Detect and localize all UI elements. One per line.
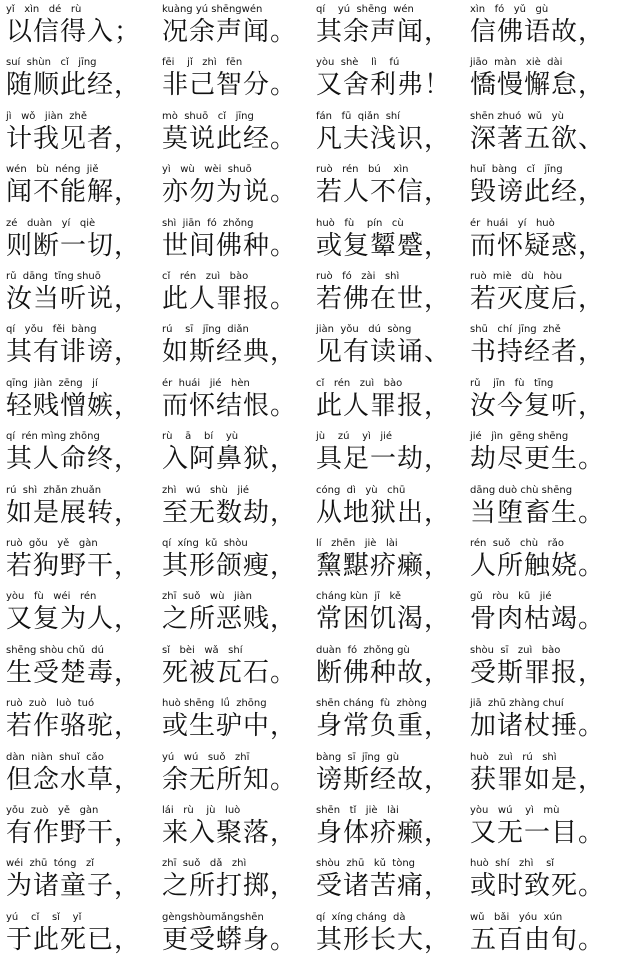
phrase (470, 643, 630, 693)
phrase (316, 803, 476, 853)
pinyin-annotation: gèngshòumǎngshēn (162, 911, 264, 923)
text-line (6, 750, 626, 800)
hanzi-text: 又复为人， (6, 604, 142, 635)
hanzi-text: 凡夫浅识， (316, 123, 452, 154)
phrase (6, 269, 166, 319)
text-line (6, 856, 626, 906)
phrase (470, 322, 630, 372)
hanzi-text: 具足一劫， (316, 444, 452, 475)
hanzi-text: 入阿鼻狱， (162, 444, 298, 475)
hanzi-text: 若作骆驼， (6, 711, 142, 742)
text-line (6, 429, 626, 479)
hanzi-text: 但念水草， (6, 764, 142, 795)
hanzi-text: 轻贱憎嫉， (6, 390, 142, 421)
pinyin-annotation: yì wù wèi shuō (162, 164, 252, 176)
pinyin-annotation: jié jìn gēng shēng (470, 431, 569, 443)
phrase (316, 376, 476, 426)
pinyin-annotation: yú wú suǒ zhī (162, 751, 250, 763)
text-line (6, 376, 626, 426)
hanzi-text: 当堕畜生。 (470, 497, 606, 528)
pinyin-annotation: qí yú shēng wén (316, 4, 414, 15)
hanzi-text: 计我见者， (6, 123, 142, 154)
pinyin-annotation: qí xíng kǔ shòu (162, 538, 248, 549)
pinyin-annotation: shū chí jīng zhě (470, 324, 561, 336)
phrase (162, 216, 322, 266)
phrase (316, 589, 476, 639)
hanzi-text: 如是展转， (6, 497, 142, 528)
phrase (6, 429, 166, 479)
hanzi-text: 汝当听说， (6, 284, 142, 314)
pinyin-annotation: shòu zhū kǔ tòng (316, 858, 416, 870)
phrase (316, 643, 476, 693)
pinyin-annotation: duàn fó zhǒng gù (316, 644, 410, 656)
phrase (162, 750, 322, 800)
phrase (6, 2, 166, 52)
phrase (316, 910, 476, 960)
hanzi-text: 受斯罪报， (470, 657, 606, 688)
phrase (162, 910, 322, 960)
phrase (316, 55, 476, 105)
hanzi-text: 若人不信， (316, 177, 452, 208)
hanzi-text: 身常负重， (316, 711, 452, 742)
phrase (470, 109, 630, 159)
phrase (162, 589, 322, 639)
hanzi-text: 闻不能解， (6, 177, 142, 208)
pinyin-annotation: jiàn yǒu dú sòng (316, 324, 412, 336)
hanzi-text: 为诸童子， (6, 871, 142, 902)
pinyin-annotation: kuàng yú shēngwén (162, 4, 263, 15)
phrase (316, 536, 476, 586)
hanzi-text: 于此死已， (6, 924, 142, 955)
pinyin-annotation: jiāo màn xiè dài (470, 57, 563, 69)
pinyin-annotation: qīng jiàn zēng jí (6, 377, 98, 389)
pinyin-annotation: ér huái jié hèn (162, 377, 250, 389)
phrase (470, 162, 630, 212)
pinyin-annotation: zhī suǒ wù jiàn (162, 591, 252, 603)
pinyin-annotation: dàn niàn shuǐ cǎo (6, 751, 104, 763)
pinyin-annotation: zhì wú shù jié (162, 484, 250, 496)
hanzi-text: 莫说此经。 (162, 123, 298, 154)
text-line (6, 269, 626, 319)
phrase (6, 322, 166, 372)
hanzi-text: 劫尽更生。 (470, 444, 606, 475)
hanzi-text: 深著五欲、 (470, 123, 606, 154)
phrase (162, 269, 322, 319)
pinyin-annotation: rú shì zhǎn zhuǎn (6, 484, 102, 496)
hanzi-text: 身体疥癞， (316, 818, 452, 848)
phrase (316, 696, 476, 746)
phrase (470, 589, 630, 639)
hanzi-text: 断佛种故， (316, 657, 452, 688)
hanzi-text: 书持经者， (470, 337, 606, 368)
hanzi-text: 如斯经典， (162, 337, 298, 368)
pinyin-annotation: gǔ ròu kū jié (470, 591, 552, 603)
pinyin-annotation: huò shēng lǘ zhōng (162, 698, 267, 710)
pinyin-annotation: rú sī jīng diǎn (162, 324, 249, 336)
phrase (470, 2, 630, 52)
hanzi-text: 毁谤此经， (470, 177, 606, 208)
pinyin-annotation: bàng sī jīng gù (316, 751, 400, 763)
hanzi-text: 之所恶贱， (162, 604, 298, 635)
hanzi-text: 信佛语故， (470, 17, 606, 47)
hanzi-text: 更受蟒身。 (162, 924, 298, 955)
hanzi-text: 常困饥渴， (316, 604, 452, 635)
hanzi-text: 随顺此经， (6, 70, 142, 101)
phrase (162, 55, 322, 105)
hanzi-text: 或复颦蹙， (316, 230, 452, 261)
phrase (316, 216, 476, 266)
hanzi-text: 死被瓦石。 (162, 657, 298, 688)
pinyin-annotation: ruò fó zài shì (316, 271, 400, 282)
phrase (316, 483, 476, 533)
phrase (162, 322, 322, 372)
phrase (470, 856, 630, 906)
phrase (162, 109, 322, 159)
pinyin-annotation: zé duàn yí qiè (6, 217, 96, 229)
phrase (6, 55, 166, 105)
text-line (6, 803, 626, 853)
text-line (6, 643, 626, 693)
hanzi-text: 骨肉枯竭。 (470, 604, 606, 635)
phrase (470, 696, 630, 746)
phrase (6, 856, 166, 906)
phrase (6, 589, 166, 639)
text-line (6, 55, 626, 105)
pinyin-annotation: huò fù pín cù (316, 217, 404, 229)
hanzi-text: 加诸杖捶。 (470, 711, 606, 742)
phrase (470, 483, 630, 533)
hanzi-text: 世间佛种。 (162, 230, 298, 261)
pinyin-annotation: qí xíng cháng dà (316, 911, 406, 923)
phrase (6, 696, 166, 746)
hanzi-text: 其形长大， (316, 924, 452, 955)
pinyin-annotation: yòu shè lì fú (316, 57, 400, 69)
phrase (6, 750, 166, 800)
hanzi-text: 亦勿为说。 (162, 177, 298, 208)
pinyin-annotation: yǒu zuò yě gàn (6, 805, 99, 816)
hanzi-text: 受诸苦痛， (316, 871, 452, 902)
phrase (6, 536, 166, 586)
pinyin-annotation: xìn fó yǔ gù (470, 4, 549, 15)
hanzi-text: 有作野干， (6, 818, 142, 848)
pinyin-annotation: cóng dì yù chū (316, 484, 406, 496)
text-line (6, 696, 626, 746)
phrase (162, 856, 322, 906)
hanzi-text: 而怀疑惑， (470, 230, 606, 261)
pinyin-annotation: fán fū qiǎn shí (316, 110, 401, 122)
pinyin-annotation: mò shuō cǐ jīng (162, 110, 254, 122)
hanzi-text: 其人命终， (6, 444, 142, 475)
hanzi-text: 谤斯经故， (316, 764, 452, 795)
pinyin-annotation: wéi zhū tóng zǐ (6, 858, 95, 870)
pinyin-annotation: rǔ dāng tīng shuō (6, 271, 101, 282)
hanzi-text: 况余声闻。 (162, 17, 298, 47)
phrase (470, 910, 630, 960)
hanzi-text: 若灭度后， (470, 284, 606, 314)
pinyin-annotation: shēng shòu chǔ dú (6, 644, 104, 656)
phrase (470, 55, 630, 105)
hanzi-text: 其形颌瘦， (162, 551, 298, 581)
phrase (162, 483, 322, 533)
hanzi-text: 见有读诵、 (316, 337, 452, 368)
phrase (316, 162, 476, 212)
phrase (162, 803, 322, 853)
hanzi-text: 其余声闻， (316, 17, 452, 47)
phrase (6, 910, 166, 960)
pinyin-annotation: huò shí zhì sǐ (470, 858, 555, 870)
hanzi-text: 或时致死。 (470, 871, 606, 902)
pinyin-annotation: ruò zuò luò tuó (6, 698, 95, 710)
phrase (162, 643, 322, 693)
hanzi-text: 黧黮疥癞， (316, 551, 452, 581)
pinyin-annotation: jiā zhū zhàng chuí (470, 698, 564, 710)
pinyin-annotation: shēn cháng fù zhòng (316, 698, 427, 710)
text-line (6, 483, 626, 533)
pinyin-annotation: suí shùn cǐ jīng (6, 57, 97, 69)
phrase (316, 322, 476, 372)
pinyin-annotation: cǐ rén zuì bào (162, 271, 249, 282)
pinyin-annotation: cháng kùn jī kě (316, 591, 402, 603)
phrase (6, 803, 166, 853)
hanzi-text: 此人罪报， (316, 390, 452, 421)
text-line (6, 322, 626, 372)
hanzi-text: 又无一目。 (470, 818, 606, 848)
pinyin-annotation: huò zuì rú shì (470, 751, 557, 763)
hanzi-text: 又舍利弗！ (316, 70, 452, 101)
pinyin-annotation: cǐ rén zuì bào (316, 377, 403, 389)
text-line (6, 216, 626, 266)
pinyin-annotation: rén suǒ chù rǎo (470, 538, 565, 549)
pinyin-annotation: shì jiān fó zhǒng (162, 217, 254, 229)
phrase (470, 269, 630, 319)
phrase (6, 162, 166, 212)
phrase (162, 429, 322, 479)
pinyin-annotation: yǐ xìn dé rù (6, 4, 82, 15)
pinyin-annotation: rù ā bí yù (162, 431, 239, 443)
hanzi-text: 至无数劫， (162, 497, 298, 528)
pinyin-annotation: sǐ bèi wǎ shí (162, 644, 243, 656)
hanzi-text: 以信得入； (6, 17, 142, 47)
pinyin-annotation: yòu fù wéi rén (6, 591, 97, 603)
pinyin-annotation: rǔ jīn fù tīng (470, 377, 554, 389)
hanzi-text: 汝今复听， (470, 390, 606, 421)
phrase (6, 109, 166, 159)
phrase (470, 750, 630, 800)
pinyin-annotation: lái rù jù luò (162, 805, 241, 816)
hanzi-text: 则断一切， (6, 230, 142, 261)
pinyin-annotation: yú cǐ sǐ yǐ (6, 911, 82, 923)
pinyin-annotation: fēi jǐ zhì fēn (162, 57, 243, 69)
phrase (316, 269, 476, 319)
pinyin-annotation: yòu wú yì mù (470, 805, 560, 816)
hanzi-text: 而怀结恨。 (162, 390, 298, 421)
phrase (470, 376, 630, 426)
phrase (162, 2, 322, 52)
hanzi-text: 来入聚落， (162, 818, 298, 848)
hanzi-text: 获罪如是， (470, 764, 606, 795)
phrase (6, 643, 166, 693)
pinyin-annotation: zhī suǒ dǎ zhì (162, 858, 247, 870)
pinyin-annotation: qí yǒu fěi bàng (6, 324, 97, 336)
pinyin-annotation: wén bù néng jiě (6, 164, 99, 176)
phrase (6, 216, 166, 266)
pinyin-annotation: shēn zhuó wǔ yù (470, 110, 564, 122)
hanzi-text: 从地狱出， (316, 497, 452, 528)
text-line (6, 589, 626, 639)
text-line (6, 536, 626, 586)
phrase (6, 483, 166, 533)
pinyin-annotation: wǔ bǎi yóu xún (470, 911, 563, 923)
phrase (162, 162, 322, 212)
hanzi-text: 人所触娆。 (470, 551, 606, 581)
pinyin-annotation: ruò rén bú xìn (316, 164, 409, 176)
phrase (162, 696, 322, 746)
phrase (316, 109, 476, 159)
hanzi-text: 若狗野干， (6, 551, 142, 581)
hanzi-text: 非己智分。 (162, 70, 298, 101)
phrase (6, 376, 166, 426)
pinyin-annotation: jì wǒ jiàn zhě (6, 110, 88, 122)
phrase (470, 536, 630, 586)
phrase (470, 803, 630, 853)
phrase (162, 376, 322, 426)
phrase (470, 429, 630, 479)
pinyin-annotation: ruò miè dù hòu (470, 271, 563, 282)
hanzi-text: 生受楚毒， (6, 657, 142, 688)
phrase (316, 2, 476, 52)
phrase (162, 536, 322, 586)
phrase (470, 216, 630, 266)
text-line (6, 162, 626, 212)
pinyin-annotation: qí rén mìng zhōng (6, 431, 100, 443)
hanzi-text: 此人罪报。 (162, 284, 298, 314)
hanzi-text: 五百由旬。 (470, 924, 606, 955)
phrase (316, 750, 476, 800)
hanzi-text: 其有诽谤， (6, 337, 142, 368)
text-line (6, 2, 626, 52)
pinyin-annotation: ruò gǒu yě gàn (6, 538, 98, 549)
pinyin-annotation: jù zú yì jié (316, 431, 393, 443)
pinyin-annotation: dāng duò chù shēng (470, 484, 573, 496)
text-line (6, 910, 626, 960)
text-line (6, 109, 626, 159)
pinyin-annotation: huǐ bàng cǐ jīng (470, 164, 563, 176)
pinyin-annotation: ér huái yí huò (470, 217, 555, 229)
pinyin-annotation: lí zhēn jiè lài (316, 538, 398, 549)
hanzi-text: 憍慢懈怠， (470, 70, 606, 101)
phrase (316, 429, 476, 479)
pinyin-annotation: shòu sī zuì bào (470, 644, 561, 656)
hanzi-text: 余无所知。 (162, 764, 298, 795)
phrase (316, 856, 476, 906)
hanzi-text: 若佛在世， (316, 284, 452, 314)
pinyin-annotation: shēn tǐ jiè lài (316, 805, 399, 816)
hanzi-text: 或生驴中， (162, 711, 298, 742)
hanzi-text: 之所打掷， (162, 871, 298, 902)
